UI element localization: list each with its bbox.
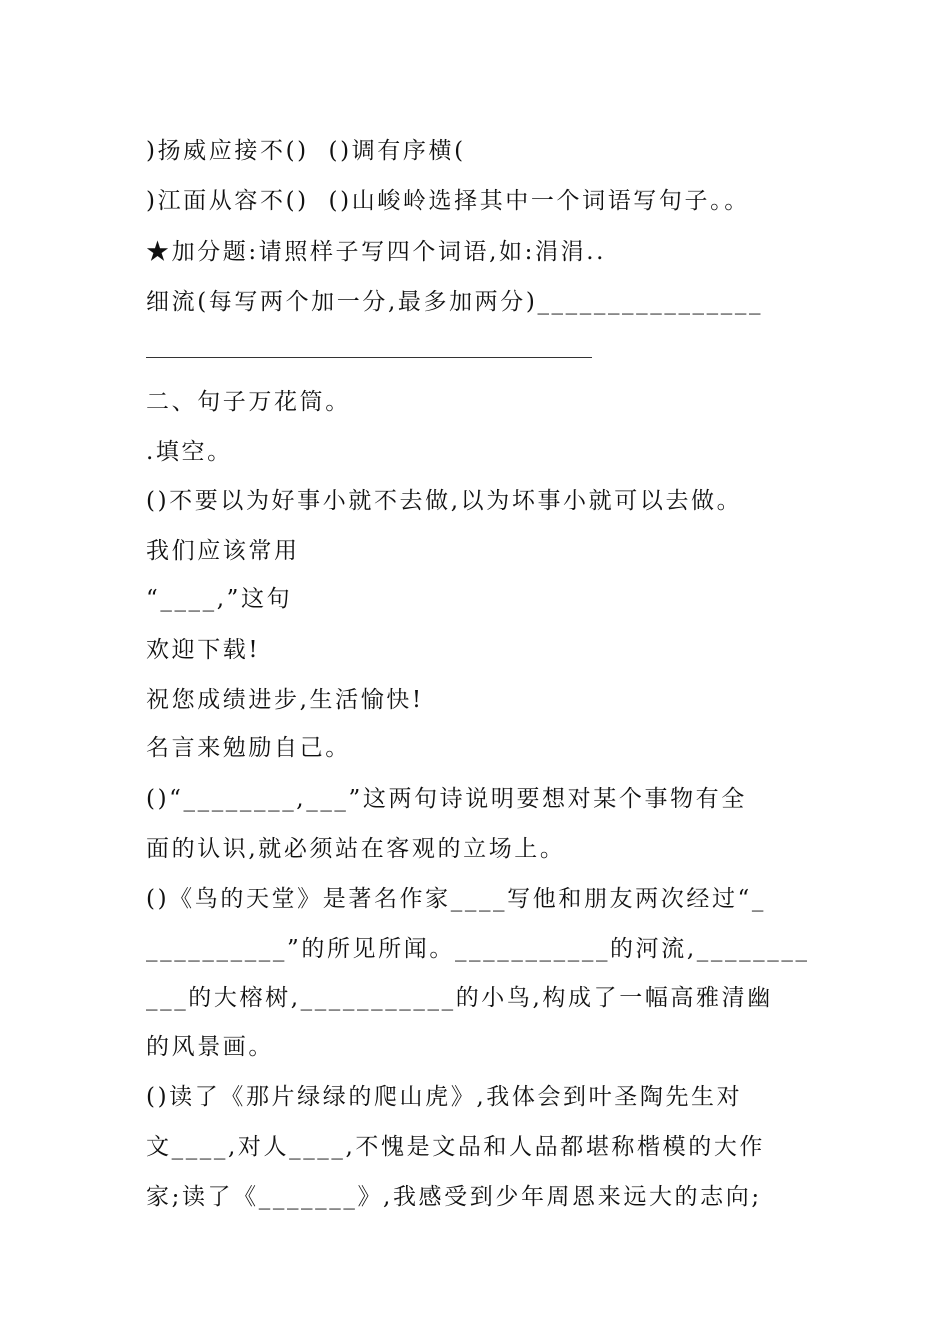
text-line: .填空。 (146, 439, 233, 465)
text-line: )扬威应接不() ()调有序横( (146, 138, 466, 164)
text-line: 的风景画。 (146, 1034, 274, 1060)
text-line: ()“________,___”这两句诗说明要想对某个事物有全 (146, 786, 747, 812)
text-line: ★加分题:请照样子写四个词语,如:涓涓.. (146, 239, 607, 265)
text-line: 文____,对人____,不愧是文品和人品都堪称楷模的大作 (146, 1134, 766, 1160)
text-line: 面的认识,就必须站在客观的立场上。 (146, 836, 566, 862)
text-line: 祝您成绩进步,生活愉快! (146, 687, 424, 713)
text-line: 我们应该常用 (146, 538, 300, 564)
text-line: ()《鸟的天堂》是著名作家____写他和朋友两次经过“_ (146, 886, 767, 912)
text-line: “____,”这句 (146, 586, 293, 612)
blank-answer-line (146, 357, 592, 358)
text-line: ()不要以为好事小就不去做,以为坏事小就可以去做。 (146, 488, 743, 514)
text-line: __________”的所见所闻。___________的河流,________ (146, 936, 810, 962)
text-line: )江面从容不() ()山峻岭选择其中一个词语写句子。。 (146, 188, 750, 214)
text-line: ___的大榕树,___________的小鸟,构成了一幅高雅清幽 (146, 985, 773, 1011)
text-line: 名言来勉励自己。 (146, 735, 351, 761)
section-heading: 二、句子万花筒。 (146, 389, 351, 415)
text-line: 家;读了《_______》,我感受到少年周恩来远大的志向; (146, 1184, 762, 1210)
text-line: 细流(每写两个加一分,最多加两分)________________ (146, 289, 764, 315)
text-line: 欢迎下载! (146, 637, 261, 663)
text-line: ()读了《那片绿绿的爬山虎》,我体会到叶圣陶先生对 (146, 1084, 743, 1110)
